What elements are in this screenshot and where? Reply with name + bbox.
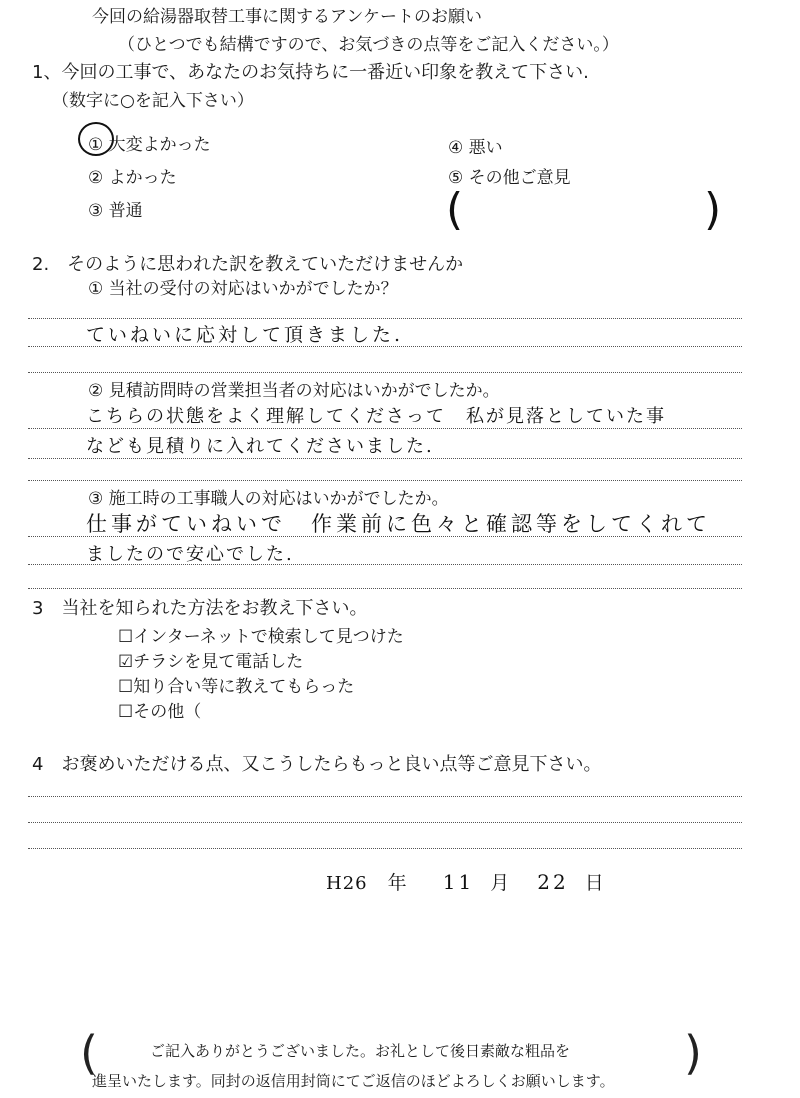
answer-line [28, 318, 742, 319]
q2-sub2-answer-line1: こちらの状態をよく理解してくださって 私が見落としていた事 [86, 406, 666, 427]
q3-option-other[interactable] [118, 697, 201, 722]
date-month-label: 月 [490, 872, 510, 894]
survey-date [326, 868, 604, 895]
date-day-value: 22 [537, 870, 569, 894]
answer-line [28, 458, 742, 459]
answer-line [28, 536, 742, 537]
date-year-value: H26 [326, 873, 368, 894]
q1-option-2-num: ② [88, 168, 104, 188]
q4-question: 4 お褒めいただける点、又こうしたらもっと良い点等ご意見下さい。 [32, 754, 602, 775]
q2-sub3-answer-line2: ましたので安心でした. [86, 544, 294, 565]
q3-option-label: インターネットで検索して見つけた [133, 627, 404, 647]
footer-notice: 進呈いたします。同封の返信用封筒にてご返信のほどよろしくお願いします。 [92, 1072, 615, 1090]
q1-option-1-num: ① [88, 135, 104, 155]
answer-line [28, 480, 742, 481]
q3-question: 3 当社を知られた方法をお教え下さい。 [32, 598, 368, 619]
answer-line [28, 428, 742, 429]
q1-option-3-num: ③ [88, 201, 104, 221]
q2-sub1-answer: ていねいに応対して頂きました. [86, 324, 404, 346]
q3-option-acquaintance[interactable] [118, 672, 354, 697]
q3-option-internet[interactable] [118, 622, 404, 647]
q3-option-label: チラシを見て電話した [133, 652, 304, 672]
survey-subtitle: （ひとつでも結構ですので、お気づきの点等をご記入ください。） [118, 35, 619, 55]
q1-option-5[interactable] [448, 163, 571, 188]
q2-sub1-question: ① 当社の受付の対応はいかがでしたか？ [88, 279, 398, 299]
date-day-label: 日 [584, 872, 604, 894]
answer-line [28, 564, 742, 565]
q2-sub3-question: ③ 施工時の工事職人の対応はいかがでしたか。 [88, 489, 449, 509]
answer-line [28, 588, 742, 589]
answer-line [28, 372, 742, 373]
q1-option-1[interactable] [88, 130, 211, 155]
survey-title: 今回の給湯器取替工事に関するアンケートのお願い [92, 7, 482, 27]
q2-sub3-answer-line1: 仕事がていねいで 作業前に色々と確認等をしてくれて [86, 512, 711, 536]
other-opinion-close-paren: ) [704, 184, 722, 235]
q1-option-4-num: ④ [448, 138, 464, 158]
q3-option-label: その他（ [133, 702, 202, 722]
q1-option-5-label: その他ご意見 [468, 168, 571, 188]
q1-option-1-label: 大変よかった [108, 135, 211, 155]
footer-open-bracket: ( [80, 1026, 98, 1080]
checkbox-icon: ☐ [118, 677, 134, 697]
answer-line [28, 346, 742, 347]
q1-option-2-label: よかった [108, 168, 177, 188]
answer-line [28, 848, 742, 849]
checkbox-icon: ☐ [118, 702, 134, 722]
q1-option-3-label: 普通 [108, 201, 143, 221]
q3-option-flyer[interactable] [118, 647, 303, 672]
answer-line [28, 822, 742, 823]
q1-option-2[interactable] [88, 163, 177, 188]
q2-sub2-question: ② 見積訪問時の営業担当者の対応はいかがでしたか。 [88, 381, 500, 401]
q1-option-4-label: 悪い [468, 138, 503, 158]
q1-option-4[interactable] [448, 133, 503, 158]
date-month-value: 11 [442, 870, 475, 894]
checked-checkbox-icon: ☑ [118, 652, 134, 672]
q1-question: 1、今回の工事で、あなたのお気持ちに一番近い印象を教えて下さい. [32, 62, 589, 83]
q1-instruction: （数字に○を記入下さい） [52, 91, 254, 111]
answer-line [28, 796, 742, 797]
q3-option-label: 知り合い等に教えてもらった [133, 677, 355, 697]
date-year-label: 年 [387, 872, 407, 894]
checkbox-icon: ☐ [118, 627, 134, 647]
q2-question: 2. そのように思われた訳を教えていただけませんか [32, 254, 464, 275]
q2-sub2-answer-line2: なども見積りに入れてくださいました. [86, 436, 434, 457]
footer-close-bracket: ) [684, 1026, 702, 1080]
footer-thanks: ご記入ありがとうございました。お礼として後日素敵な粗品を [150, 1042, 571, 1060]
other-opinion-open-paren: ( [446, 184, 464, 235]
q1-option-3[interactable] [88, 196, 143, 221]
q1-option-5-num: ⑤ [448, 168, 464, 188]
